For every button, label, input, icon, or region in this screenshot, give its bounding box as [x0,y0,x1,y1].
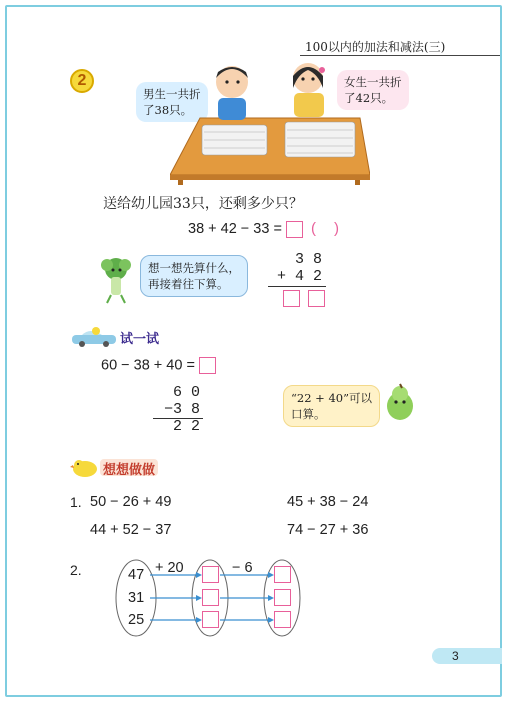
girl-bubble-line2: 了42只。 [344,91,394,105]
think-do-title: 想想做做 [103,463,156,478]
equation-left: 38 + 42 − 33 = [188,221,282,237]
try-it-equation [101,357,216,374]
answer-box[interactable] [286,221,303,238]
flow-mid-box-1[interactable] [202,566,219,583]
unit-paren-open: ( [311,220,316,237]
q1-label: 1. [70,494,82,510]
broccoli-character-icon [95,255,137,305]
pear-character-icon [382,382,418,422]
flow-input-3: 25 [128,612,145,628]
tip-bubble-line2: 口算。 [291,407,326,421]
try-vertical-row1: 6 0 [172,384,200,401]
q1-item-3: 44 + 52 − 37 [90,522,172,538]
flow-op-add: + 20 [155,560,184,576]
example-number-badge: 2 [70,69,94,93]
vertical-row2: + 4 2 [276,268,322,285]
think-bubble-line2: 再接着往下算。 [148,277,229,291]
q2-label: 2. [70,562,82,578]
flow-input-2: 31 [128,590,145,606]
boy-bubble-line2: 了38只。 [143,103,193,117]
question-text: 送给幼儿园33只，还剩多少只？ [103,196,303,212]
q1-item-2: 45 + 38 − 24 [287,494,369,510]
flow-op-sub: − 6 [232,560,253,576]
think-bubble-line1: 想一想先算什么， [148,261,240,275]
think-first-bubble [140,255,248,297]
flow-mid-box-2[interactable] [202,589,219,606]
flow-mid-box-3[interactable] [202,611,219,628]
chick-icon [70,456,100,478]
vertical-answer-tens[interactable] [283,290,300,307]
kids-folding-boats-illustration [170,60,370,185]
boy-bubble-line1: 男生一共折 [143,87,201,101]
try-vertical-row2: −3 8 [163,401,200,418]
try-it-title: 试一试 [120,332,160,347]
vertical-answer-boxes [283,288,325,307]
flow-out-box-3[interactable] [274,611,291,628]
flow-out-box-2[interactable] [274,589,291,606]
q1-item-4: 74 − 27 + 36 [287,522,369,538]
oral-calc-tip-bubble [283,385,380,427]
flow-input-1: 47 [128,567,145,583]
header-rule [300,55,500,56]
tip-bubble-line1: “22 + 40”可以 [291,391,372,405]
girl-bubble-line1: 女生一共折 [344,75,402,89]
page-number: 3 [452,649,459,663]
q1-item-1: 50 − 26 + 49 [90,494,172,510]
try-equation-left: 60 − 38 + 40 = [101,357,195,374]
flow-out-box-1[interactable] [274,566,291,583]
vertical-row1: 3 8 [294,251,322,268]
example-equation [188,220,339,238]
vertical-answer-ones[interactable] [308,290,325,307]
unit-paren-close: ) [334,220,340,237]
try-vertical-row3: 2 2 [172,418,200,435]
vertical-rule [268,286,326,287]
chapter-title: 100以内的加法和减法(三) [305,40,446,54]
try-answer-box[interactable] [199,357,216,374]
page-number-tab [432,648,502,664]
car-icon [70,326,118,348]
